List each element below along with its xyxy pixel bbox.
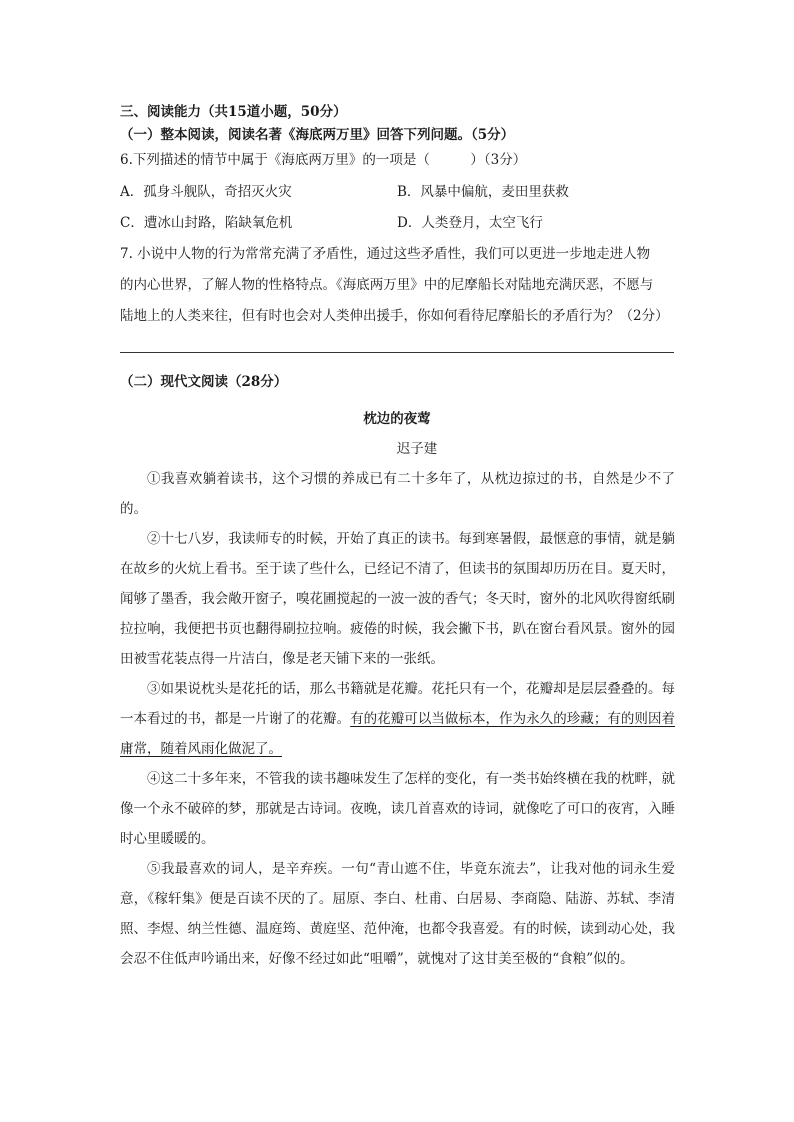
part1-heading: （一）整本阅读，阅读名著《海底两万里》回答下列问题。（5分） bbox=[120, 127, 515, 143]
paragraph-2: ②十七八岁，我读师专的时候，开始了真正的读书。每到寒暑假，最惬意的事情，就是躺在故乡的火炕上看书。至于读了些什么，已经记不清了，但读书的氛围却历历在目。夏天时，闻够了墨香，我会敞开窗子，嗅花圃搅起的一波一波的香气；冬天时，窗外的北风吹得窗纸刷拉拉响，我便把书页也翻得刷拉拉响。疲倦的时候，我会撇下书，趴在窗台看风景。窗外的园田被雪花装点得一片洁白，像是老天铺下来的一张纸。 bbox=[120, 531, 675, 667]
paragraph-1: ①我喜欢躺着读书，这个习惯的养成已有二十多年了，从枕边掠过的书，自然是少不了的。 bbox=[120, 471, 675, 517]
part2-heading: （二）现代文阅读（28分） bbox=[120, 374, 288, 390]
paragraph-3-text: ③如果说枕头是花托的话，那么书籍就是花瓣。花托只有一个，花瓣却是层层叠叠的。每一本看过的书，都是一片谢了的花瓣。 bbox=[120, 681, 675, 727]
question-7-line-1: 7. 小说中人物的行为常常充满了矛盾性，通过这些矛盾性，我们可以更进一步地走进人物 bbox=[120, 246, 651, 262]
question-6-option-d: D．人类登月，太空飞行 bbox=[397, 215, 543, 231]
question-6-option-a: A．孤身斗舰队，奇招灭火灾 bbox=[120, 184, 292, 200]
article-author: 迟子建 bbox=[396, 441, 438, 457]
question-6-option-b: B．风暴中偏航，麦田里获救 bbox=[397, 184, 569, 200]
paragraph-3-underlined-text: 有的花瓣可以当做标本，作为永久的珍藏；有的则因着庸常，随着风雨化做泥了。 bbox=[120, 711, 676, 757]
question-7-line-2: 的内心世界，了解人物的性格特点。《海底两万里》中的尼摩船长对陆地充满厌恶，不愿与 bbox=[120, 277, 654, 293]
answer-line bbox=[120, 352, 674, 353]
paragraph-5: ⑤我最喜欢的词人，是辛弃疾。一句“青山遮不住，毕竟东流去”，让我对他的词永生爱意，《稼轩集》便是百读不厌的了。屈原、李白、杜甫、白居易、李商隐、陆游、苏轼、李清照、李煜、纳兰性德、温庭筠、黄庭坚、范仲淹，也都令我喜爱。有的时候，读到动心处，我会忍不住低声吟诵出来，好像不经过如此“咀嚼”，就愧对了这甘美至极的“食粮”似的。 bbox=[120, 861, 675, 967]
paragraph-4: ④这二十多年来，不管我的读书趣味发生了怎样的变化，有一类书始终横在我的枕畔，就像一个永不破碎的梦，那就是古诗词。夜晚，读几首喜欢的诗词，就像吃了可口的夜宵，入睡时心里暖暖的。 bbox=[120, 771, 675, 847]
question-6-option-c: C．遭冰山封路，陷缺氧危机 bbox=[120, 215, 293, 231]
question-7-line-3: 陆地上的人类来往，但有时也会对人类伸出援手，你如何看待尼摩船长的矛盾行为？（2分） bbox=[120, 308, 669, 324]
paragraph-3 bbox=[120, 674, 675, 764]
question-6-stem: 6.下列描述的情节中属于《海底两万里》的一项是（ ）（3分） bbox=[120, 152, 527, 168]
section-heading: 三、阅读能力（共15道小题，50分） bbox=[120, 104, 347, 120]
article-title: 枕边的夜莺 bbox=[363, 411, 431, 427]
article-body bbox=[120, 464, 675, 974]
